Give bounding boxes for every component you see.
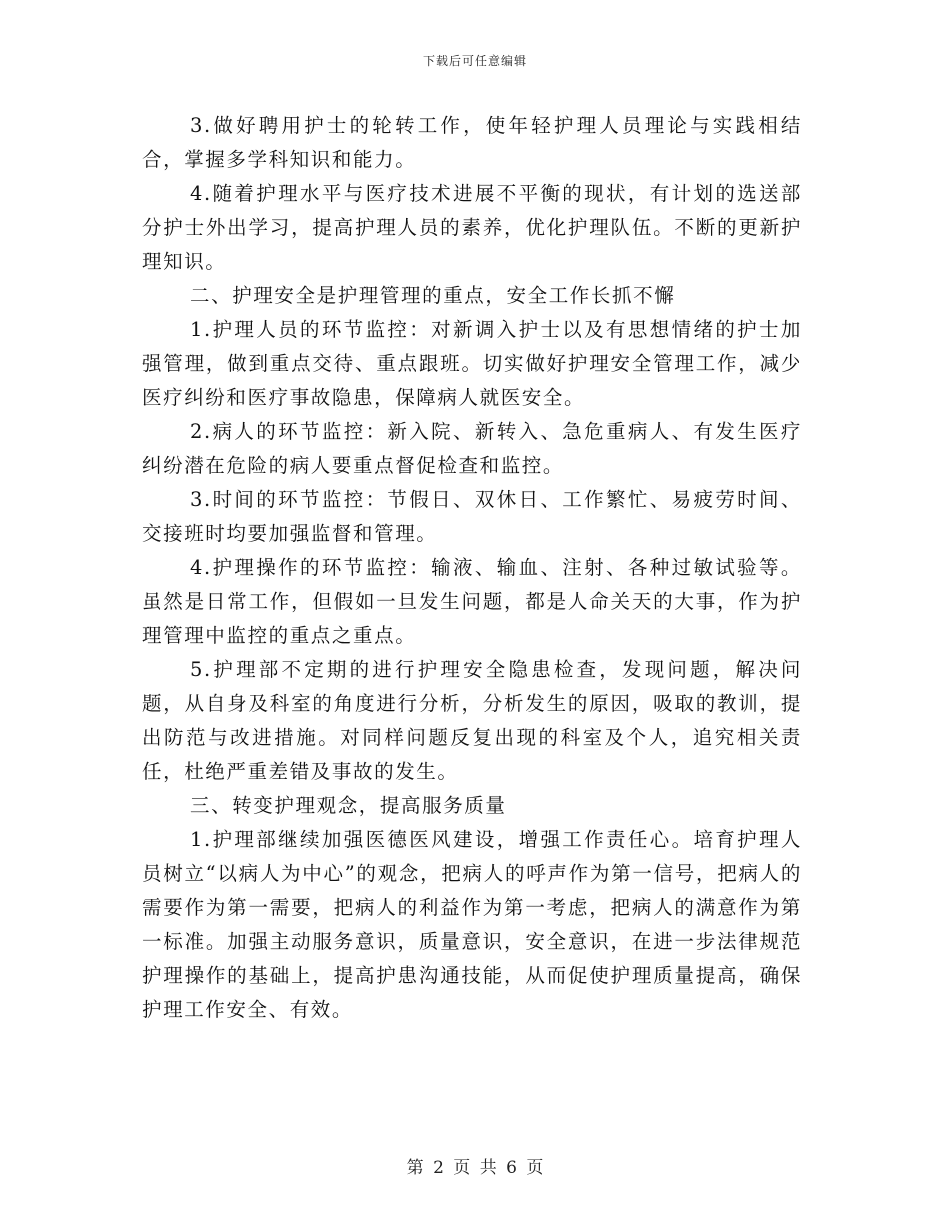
section-heading: 二、护理安全是护理管理的重点，安全工作长抓不懈 — [190, 284, 676, 307]
page-number: 第 2 页 共 6 页 — [406, 1158, 544, 1178]
paragraph: 4.随着护理水平与医疗技术进展不平衡的现状，有计划的选送部分护士外出学习，提高护理人员的素养，优化护理队伍。不断的更新护理知识。 — [142, 182, 802, 273]
page-header: 下载后可任意编辑 — [422, 54, 527, 68]
paragraph: 2.病人的环节监控：新入院、新转入、急危重病人、有发生医疗纠纷潜在危险的病人要重点督促检查和监控。 — [142, 420, 802, 477]
paragraph: 1.护理部继续加强医德医风建设，增强工作责任心。培育护理人员树立“以病人为中心”的观念，把病人的呼声作为第一信号，把病人的需要作为第一需要，把病人的利益作为第一考虑，把病人的满意作为第一标准。加强主动服务意识，质量意识，安全意识，在进一步法律规范护理操作的基础上，提高护患沟通技能，从而促使护理质量提高，确保护理工作安全、有效。 — [142, 828, 802, 1021]
paragraph: 3.时间的环节监控：节假日、双休日、工作繁忙、易疲劳时间、交接班时均要加强监督和管理。 — [142, 488, 802, 545]
document-body — [142, 109, 802, 1027]
section-heading: 三、转变护理观念，提高服务质量 — [190, 794, 507, 817]
paragraph: 5.护理部不定期的进行护理安全隐患检查，发现问题，解决问题，从自身及科室的角度进行分析，分析发生的原因，吸取的教训，提出防范与改进措施。对同样问题反复出现的科室及个人，追究相关责任，杜绝严重差错及事故的发生。 — [142, 658, 802, 783]
paragraph: 4.护理操作的环节监控：输液、输血、注射、各种过敏试验等。虽然是日常工作，但假如一旦发生问题，都是人命关天的大事，作为护理管理中监控的重点之重点。 — [142, 556, 802, 647]
paragraph: 1.护理人员的环节监控：对新调入护士以及有思想情绪的护士加强管理，做到重点交待、重点跟班。切实做好护理安全管理工作，减少医疗纠纷和医疗事故隐患，保障病人就医安全。 — [142, 318, 802, 409]
paragraph: 3.做好聘用护士的轮转工作，使年轻护理人员理论与实践相结合，掌握多学科知识和能力。 — [142, 114, 802, 171]
